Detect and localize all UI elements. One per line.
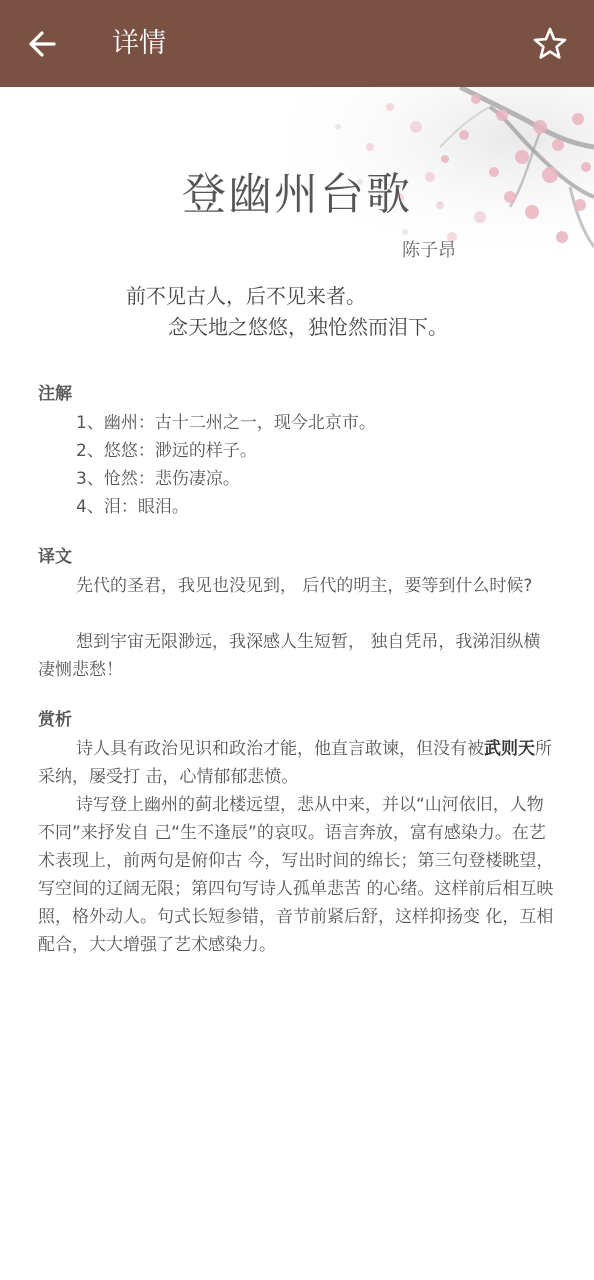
- note-item: 3、怆然：悲伤凄凉。: [76, 469, 240, 489]
- arrow-left-icon: [22, 22, 66, 66]
- appreciation-paragraph: 诗写登上幽州的蓟北楼远望，悲从中来，并以“山河依旧，人物不同”来抒发自 己“生不逢辰”的哀叹。语言奔放，富有感染力。在艺术表现上，前两句是俯仰古 今，写出时间的绵长；第三句登楼眺望，写空间的辽阔无限；第四句写诗人孤单悲苦 的心绪。这样前后相互映照，格外动人。句式长短参错，音节前紧后舒，这样抑扬变 化，互相配合，大大增强了艺术感染力。: [38, 795, 554, 955]
- appreciation-text: 所采纳，屡受打 击，心情郁郁悲愤。: [38, 739, 552, 787]
- notes-heading: 注解: [38, 384, 72, 404]
- poem-line: 念天地之悠悠，独怆然而泪下。: [168, 315, 448, 339]
- translation-paragraph: 先代的圣君，我见也没见到， 后代的明主，要等到什么时候?: [76, 576, 533, 596]
- note-item: 4、泪：眼泪。: [76, 497, 189, 517]
- back-button[interactable]: [22, 22, 66, 66]
- translation-heading: 译文: [38, 547, 72, 567]
- poem-title: 登幽州台歌: [182, 169, 412, 220]
- translation-paragraph: 想到宇宙无限渺远，我深感人生短暂， 独自凭吊，我涕泪纵横凄恻悲愁！: [38, 632, 541, 680]
- appreciation-paragraph: [38, 735, 556, 791]
- emphasized-name: 武则天: [484, 739, 535, 759]
- app-bar: [0, 0, 594, 87]
- note-item: 2、悠悠：渺远的样子。: [76, 441, 257, 461]
- star-outline-icon: [528, 22, 572, 66]
- note-item: 1、幽州：古十二州之一，现今北京市。: [76, 413, 376, 433]
- page-title: 详情: [112, 28, 166, 59]
- favorite-button[interactable]: [528, 22, 572, 66]
- appreciation-text: 诗人具有政治见识和政治才能，他直言敢谏，但没有被: [76, 739, 484, 759]
- appreciation-heading: 赏析: [38, 710, 72, 730]
- poem-author: 陈子昂: [402, 240, 456, 261]
- poem-line: 前不见古人，后不见来者。: [126, 284, 366, 308]
